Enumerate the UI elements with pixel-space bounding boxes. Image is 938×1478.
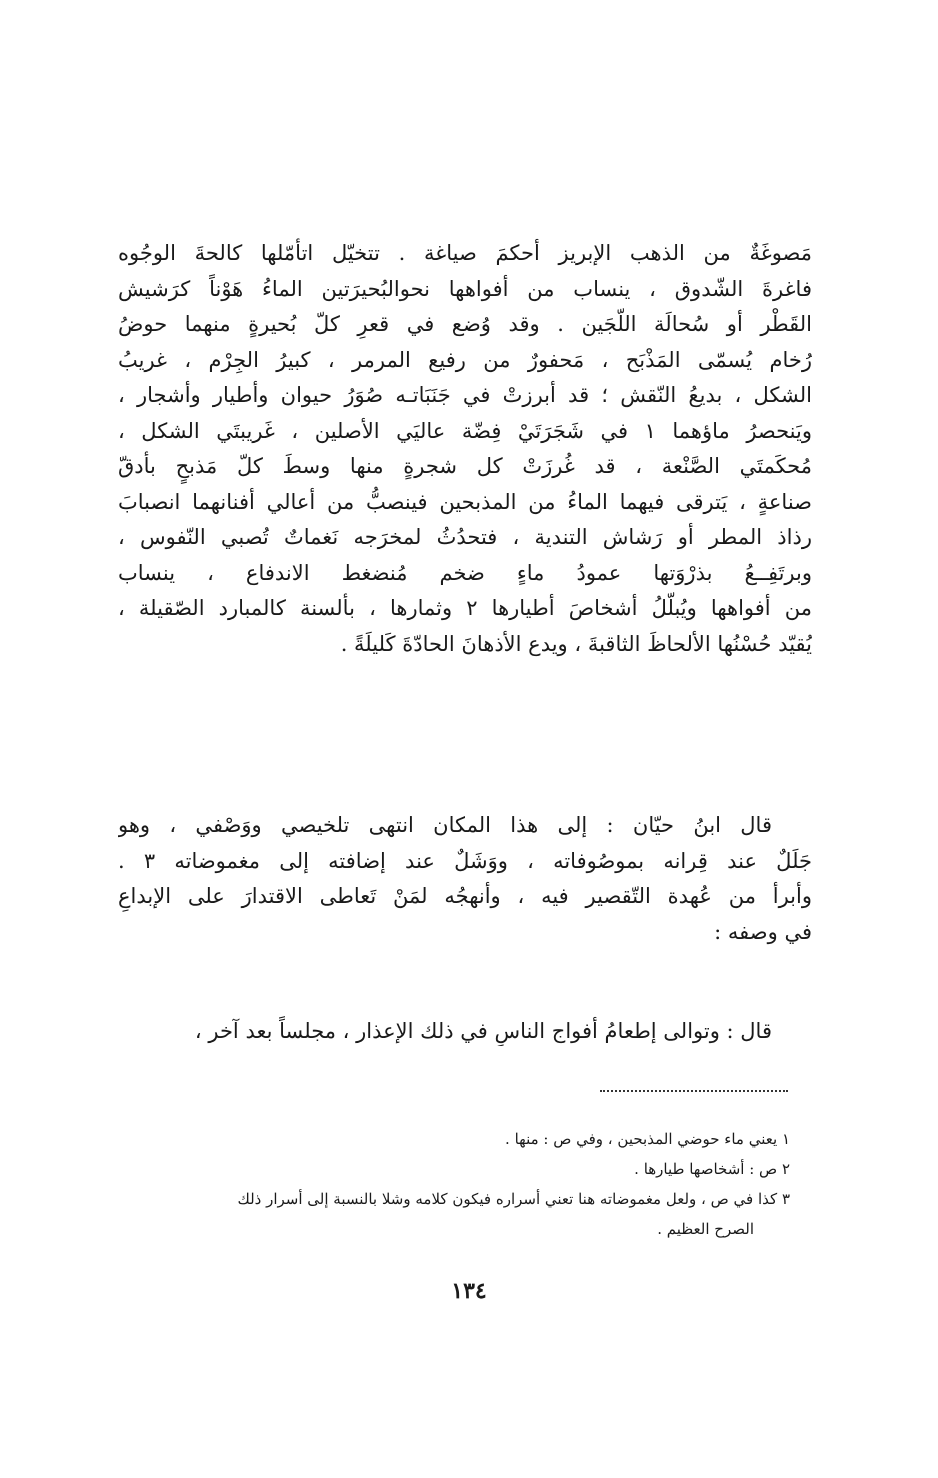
paragraph-feeding [118,1016,812,1046]
text-line: قال ابنُ حيّان : إلى هذا المكان انتهى تلخيصي ووَصْفي ، وهو [118,813,772,837]
text-line: مَصوغَةٌ من الذهب الإبريز أحكمَ صياغة . تتخيّل اتأمّلها كالحةَ الوجُوه [118,241,812,265]
text-line: فاغرةَ الشّدوق ، ينساب من أفواهها نحوالبُحيرَتين الماءُ هَوْناً كرَشيش [118,276,812,301]
text-line: الشكل ، بديعُ النّقش ؛ قد أبرزتْ في جَنَبَاتـه صُوَرُ حيوان وأطيار وأشجار ، [118,383,812,407]
text-line: جَلَلٌ عند قِرانه بموصُوفاته ، ووَشَلٌ عند إضافته إلى مغموضاته ٣ . [118,848,812,873]
text-line: وبرتَفِــعُ بذرْوَتها عمودُ ماءٍ ضخم مُنضغط الاندفاع ، ينساب [118,560,812,585]
text-line: مُحكَمتَي الصَّنْعة ، قد غُرزَتْ كل شجرةٍ منها وسطَ كلّ مَذبحٍ بأدقّ [118,454,812,478]
text-line: رُخام يُسمّى المَذْبَح ، مَحفورٌ من رفيع المرمر ، كبيرُ الجِرْم ، غريبُ [118,347,812,372]
text-line: القَطْر أو سُحالَة اللّجَين . وقد وُضع في قعرِ كلّ بُحيرةٍ منهما حوضُ [118,312,812,336]
text-line: من أفواهها ويُبلّلُ أشخاصَ أطيارها ٢ وثمارها ، بألسنة كالمبارد الصّقيلة ، [118,596,812,620]
footnote-divider [600,1090,788,1092]
text-line: وأبرأ من عُهدة التّقصير فيه ، وأنهجُه لمَنْ تَعاطى الاقتدارَ على الإبداعِ [118,884,812,908]
page-number: ١٣٤ [451,1278,487,1304]
footnotes [108,1124,790,1244]
text-line: رذاذ المطر أو رَشاش التندية ، فتحدُثُ لمخرَجه نَغماتٌ تُصبي النّفوس ، [118,525,812,549]
footnote-1: ١ يعني ماء حوضي المذبحين ، وفي ص : منها . [505,1130,790,1148]
footnote-3: ٣ كذا في ص ، ولعل مغموضاته هنا تعني أسراره فيكون كلامه وشلا بالنسبة إلى أسرار ذلك [237,1190,790,1208]
text-line: ويَنحصرُ ماؤهما ١ في شَجَرَتَيْ فِضّة عاليَي الأصلين ، غَريبتَي الشكل ، [118,418,812,443]
footnote-2: ٢ ص : أشخاصها طيارها . [634,1160,790,1178]
footnote-3-continuation: الصرح العظيم . [657,1220,754,1238]
text-line: صناعةٍ ، يَترقى فيهما الماءُ من المذبحين فينصبُّ من أعالي أفنانهما انصبابَ [118,489,812,514]
paragraph-description [118,236,812,662]
text-line: في وصفه : [714,919,812,944]
paragraph-ibn-hayyan [118,808,812,950]
text-line: قال : وتوالى إطعامُ أفواج الناسِ في ذلك الإعذار ، مجلساً بعد آخر ، [194,1019,772,1043]
text-line: يُقيّد حُسْنُها الألحاظَ الثاقبةَ ، ويدع الأذهانَ الحادّةَ كَليلَةً . [340,631,812,656]
